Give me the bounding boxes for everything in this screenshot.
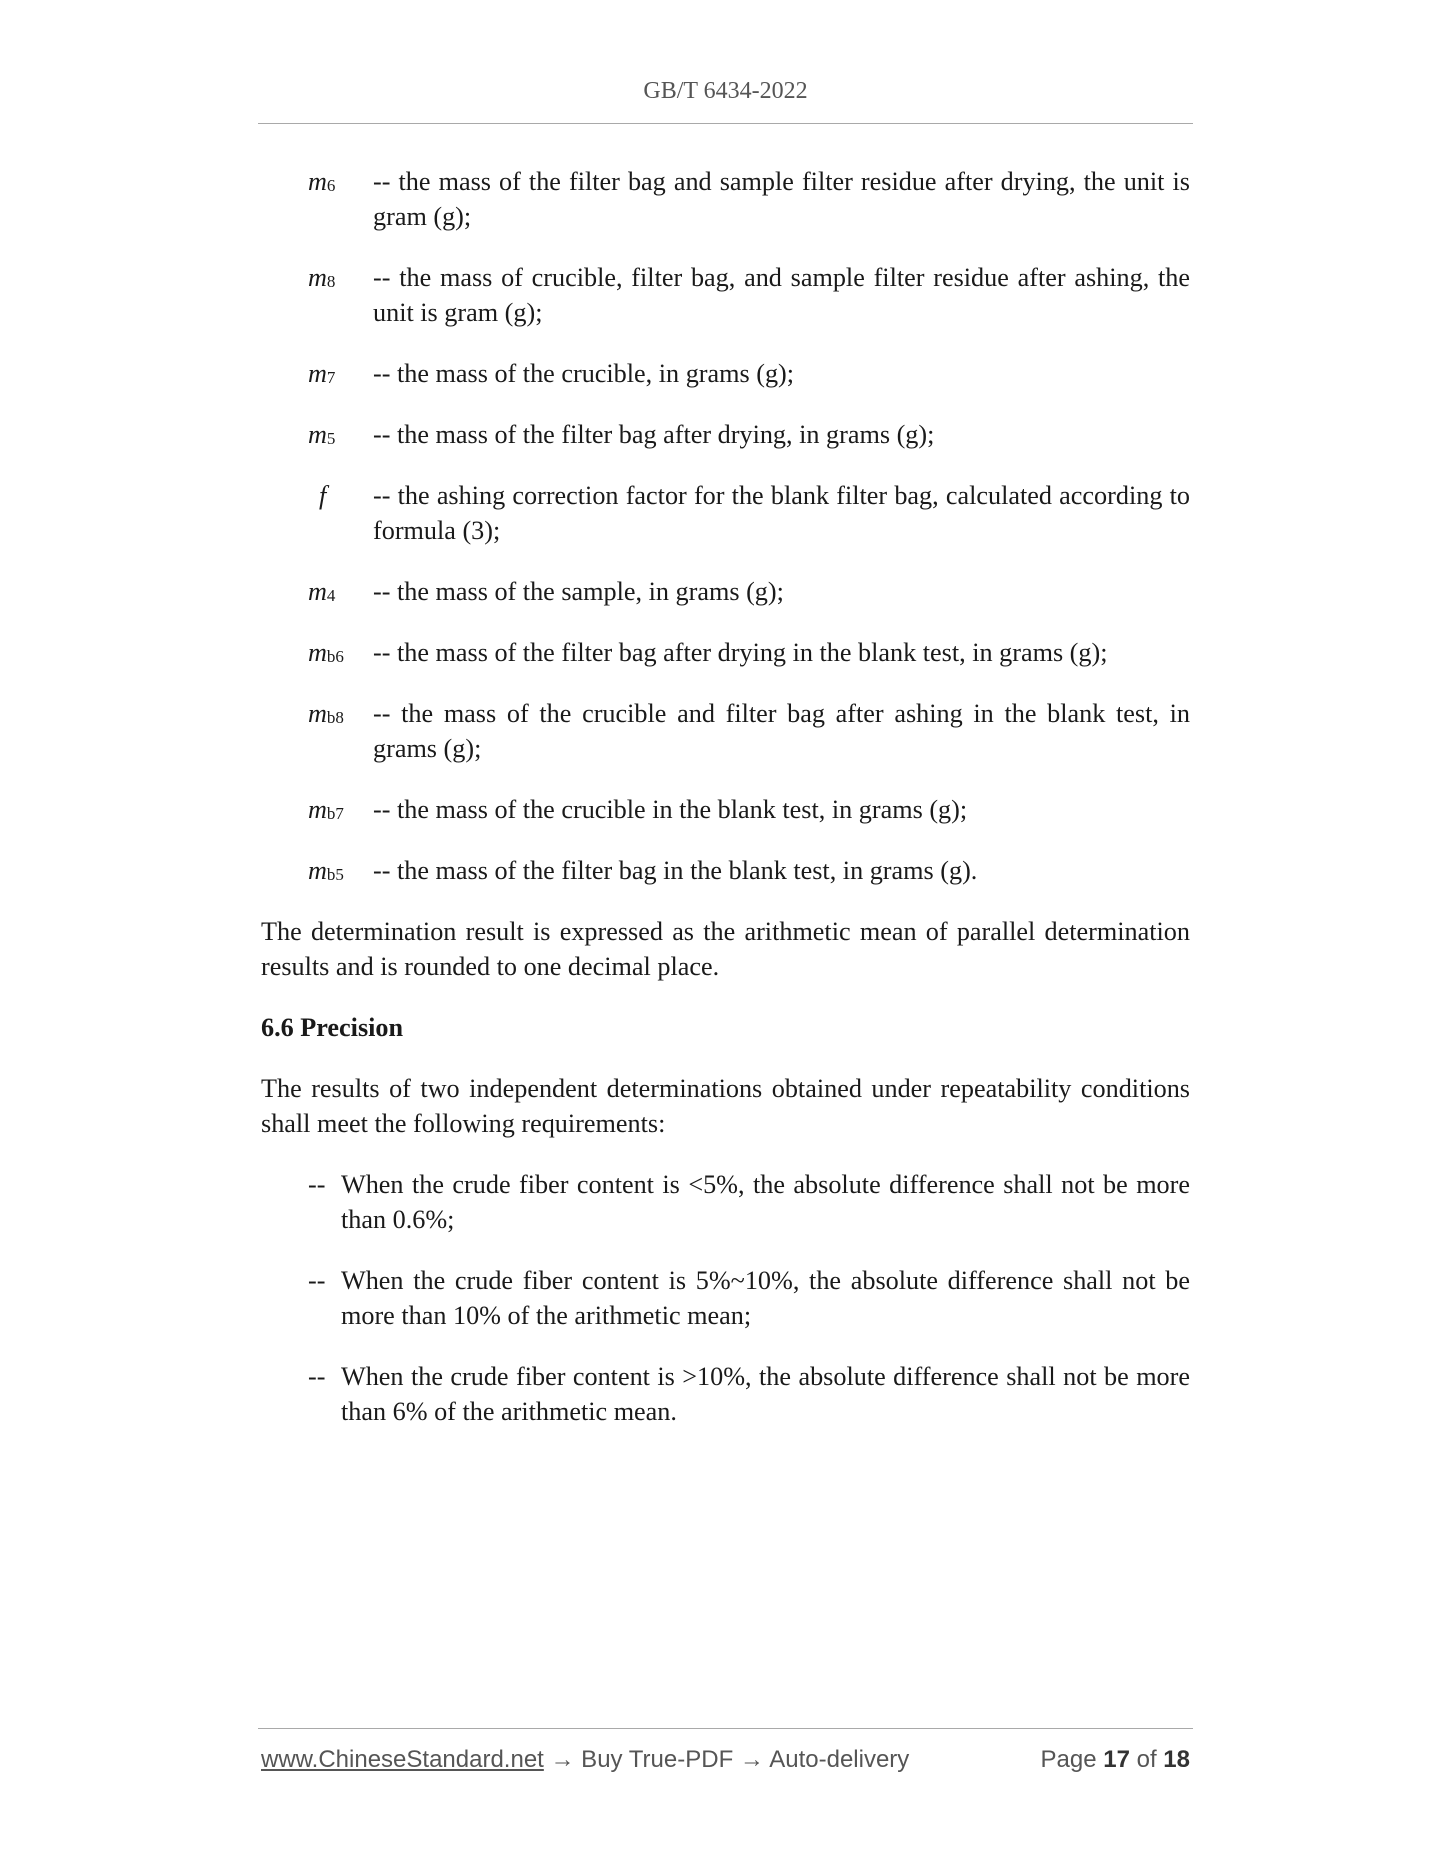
definition-mb7 [261, 792, 1190, 827]
symbol: $m_{b5}$ [308, 856, 344, 885]
requirement-text: When the crude fiber content is >10%, the absolute difference shall not be more than 6% of the arithmetic mean. [341, 1362, 1190, 1426]
section-intro: The results of two independent determinations obtained under repeatability conditions shall meet the following requirements: [261, 1074, 1190, 1138]
definition-text: -- the mass of crucible, filter bag, and sample filter residue after ashing, the unit is gram (g); [373, 263, 1190, 327]
header-divider [258, 123, 1193, 124]
definition-f [261, 478, 1190, 548]
definition-mb8 [261, 696, 1190, 766]
symbol: $m_{b8}$ [308, 699, 344, 728]
definition-text: -- the mass of the sample, in grams (g); [373, 577, 784, 606]
requirement-text: When the crude fiber content is 5%~10%, the absolute difference shall not be more than 10% of the arithmetic mean; [341, 1266, 1190, 1330]
requirement-item [261, 1359, 1190, 1429]
definition-text: -- the mass of the crucible in the blank test, in grams (g); [373, 795, 968, 824]
symbol: $m_4$ [308, 577, 336, 606]
running-header: GB/T 6434-2022 [643, 78, 808, 104]
definition-mb6 [261, 635, 1190, 670]
website-link[interactable]: www.ChineseStandard.net [261, 1746, 544, 1773]
definition-text: -- the ashing correction factor for the blank filter bag, calculated according to formula (3); [373, 481, 1190, 545]
definition-mb5 [261, 853, 1190, 888]
footer-promo [261, 1746, 909, 1774]
page-of: of [1136, 1746, 1157, 1773]
footer-divider [258, 1728, 1193, 1729]
page-body [261, 164, 1190, 1455]
symbol: $m_6$ [308, 167, 336, 196]
definition-m4 [261, 574, 1190, 609]
definition-m6 [261, 164, 1190, 234]
symbol: $m_8$ [308, 263, 336, 292]
definition-text: -- the mass of the filter bag and sample filter residue after drying, the unit is gram (g); [373, 167, 1190, 231]
definition-text: -- the mass of the filter bag in the blank test, in grams (g). [373, 856, 978, 885]
bullet-dash: -- [308, 1266, 326, 1295]
page-label: Page [1040, 1746, 1097, 1773]
symbol: $m_5$ [308, 420, 336, 449]
page-footer [261, 1746, 1190, 1774]
definition-m5 [261, 417, 1190, 452]
definition-text: -- the mass of the filter bag after drying in the blank test, in grams (g); [373, 638, 1108, 667]
symbol: $m_{b6}$ [308, 638, 344, 667]
definition-m7 [261, 356, 1190, 391]
page-number [1041, 1746, 1191, 1774]
requirement-item [261, 1167, 1190, 1237]
symbol: $m_7$ [308, 359, 336, 388]
definition-m8 [261, 260, 1190, 330]
bullet-dash: -- [308, 1362, 326, 1391]
symbol: $m_{b7}$ [308, 795, 344, 824]
promo-text: → Buy True-PDF → Auto-delivery [550, 1746, 910, 1773]
result-paragraph: The determination result is expressed as the arithmetic mean of parallel determination results and is rounded to one decimal place. [261, 917, 1190, 981]
total-pages: 18 [1163, 1746, 1190, 1773]
current-page: 17 [1103, 1746, 1130, 1773]
bullet-dash: -- [308, 1170, 326, 1199]
requirement-item [261, 1263, 1190, 1333]
symbol: f [319, 481, 327, 510]
requirement-text: When the crude fiber content is <5%, the absolute difference shall not be more than 0.6%; [341, 1170, 1190, 1234]
section-heading: 6.6 Precision [261, 1013, 404, 1042]
definition-text: -- the mass of the crucible and filter bag after ashing in the blank test, in grams (g); [373, 699, 1190, 763]
definition-text: -- the mass of the crucible, in grams (g); [373, 359, 795, 388]
definition-text: -- the mass of the filter bag after drying, in grams (g); [373, 420, 935, 449]
